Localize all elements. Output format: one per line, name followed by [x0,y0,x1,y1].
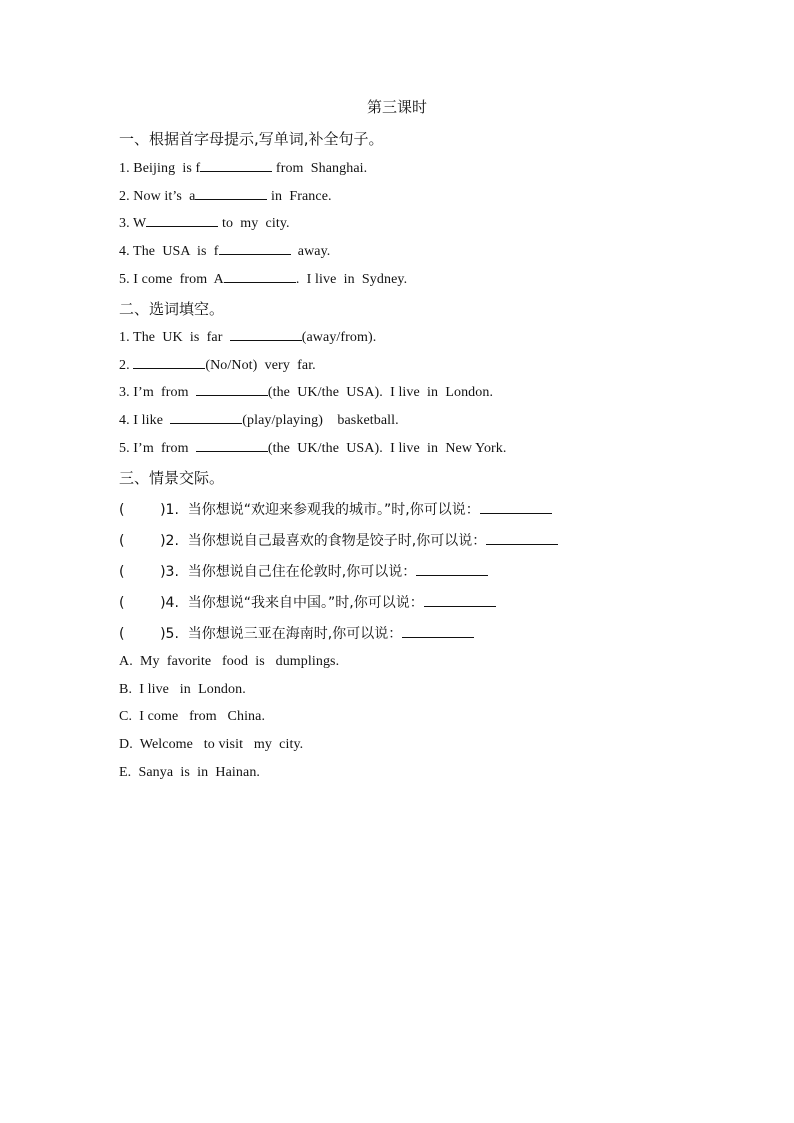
item-suffix: (the UK/the USA). I live in London. [267,385,494,400]
answer-blank[interactable] [219,242,291,255]
answer-blank[interactable] [224,270,296,283]
item-suffix: . I live in Sydney. [295,272,408,287]
section3-question-2 [119,530,558,550]
item-suffix: (play/playing) basketball. [242,413,399,428]
option-b: B. I live in London. [119,682,246,697]
item-prefix: 4. The USA is f [119,244,219,259]
question-number: 3. [165,564,179,580]
answer-blank[interactable] [196,439,268,452]
section2-item-2 [119,356,316,374]
section3-question-1 [119,499,552,519]
item-suffix: (No/Not) very far. [205,358,316,373]
section1-item-3 [119,214,290,232]
answer-paren[interactable]: ( ) [119,502,166,518]
answer-blank[interactable] [424,594,496,607]
question-number: 1. [165,502,179,518]
question-number: 5. [165,626,179,642]
answer-blank[interactable] [480,501,552,514]
section2-item-1 [119,328,376,346]
item-suffix: to my city. [218,216,290,231]
answer-paren[interactable]: ( ) [119,564,166,580]
answer-blank[interactable] [402,625,474,638]
item-prefix: 2. Now it’s a [119,189,196,204]
section3-question-5 [119,623,474,643]
question-text: 当你想说自己最喜欢的食物是饺子时,你可以说： [187,533,487,549]
item-suffix: from Shanghai. [272,161,368,176]
answer-blank[interactable] [230,328,302,341]
item-suffix: (the UK/the USA). I live in New York. [267,441,507,456]
answer-blank[interactable] [196,383,268,396]
answer-blank[interactable] [170,411,242,424]
section1-heading: 一、根据首字母提示,写单词,补全句子。 [119,130,384,148]
section1-item-4 [119,242,330,260]
section2-heading: 二、选词填空。 [119,300,225,318]
item-suffix: in France. [267,189,332,204]
section1-item-1 [119,159,367,177]
answer-blank[interactable] [195,187,267,200]
section1-item-5 [119,270,407,288]
question-number: 4. [165,595,179,611]
answer-blank[interactable] [200,159,272,172]
item-prefix: 5. I’m from [119,441,196,456]
section2-item-5 [119,439,507,457]
answer-paren[interactable]: ( ) [119,595,166,611]
section3-question-3 [119,561,488,581]
item-suffix: away. [290,244,331,259]
section3-heading: 三、情景交际。 [119,469,225,487]
item-prefix: 2. [119,358,134,373]
page-title: 第三课时 [366,98,427,116]
answer-blank[interactable] [146,214,218,227]
question-number: 2. [165,533,179,549]
section3-question-4 [119,592,496,612]
item-prefix: 5. I come from A [119,272,224,287]
item-prefix: 3. I’m from [119,385,196,400]
question-text: 当你想说“我来自中国。”时,你可以说： [187,595,424,611]
option-d: D. Welcome to visit my city. [119,737,304,752]
question-text: 当你想说三亚在海南时,你可以说： [187,626,403,642]
item-prefix: 1. The UK is far [119,330,230,345]
question-text: 当你想说自己住在伦敦时,你可以说： [187,564,417,580]
section1-item-2 [119,187,332,205]
answer-paren[interactable]: ( ) [119,533,166,549]
section2-item-3 [119,383,493,401]
option-a: A. My favorite food is dumplings. [119,654,340,669]
question-text: 当你想说“欢迎来参观我的城市。”时,你可以说： [187,502,480,518]
option-c: C. I come from China. [119,709,266,724]
answer-blank[interactable] [416,563,488,576]
answer-blank[interactable] [486,532,558,545]
item-prefix: 3. W [119,216,147,231]
section2-item-4 [119,411,399,429]
item-prefix: 1. Beijing is f [119,161,201,176]
answer-paren[interactable]: ( ) [119,626,166,642]
item-prefix: 4. I like [119,413,171,428]
item-suffix: (away/from). [301,330,377,345]
answer-blank[interactable] [133,356,205,369]
option-e: E. Sanya is in Hainan. [119,765,261,780]
